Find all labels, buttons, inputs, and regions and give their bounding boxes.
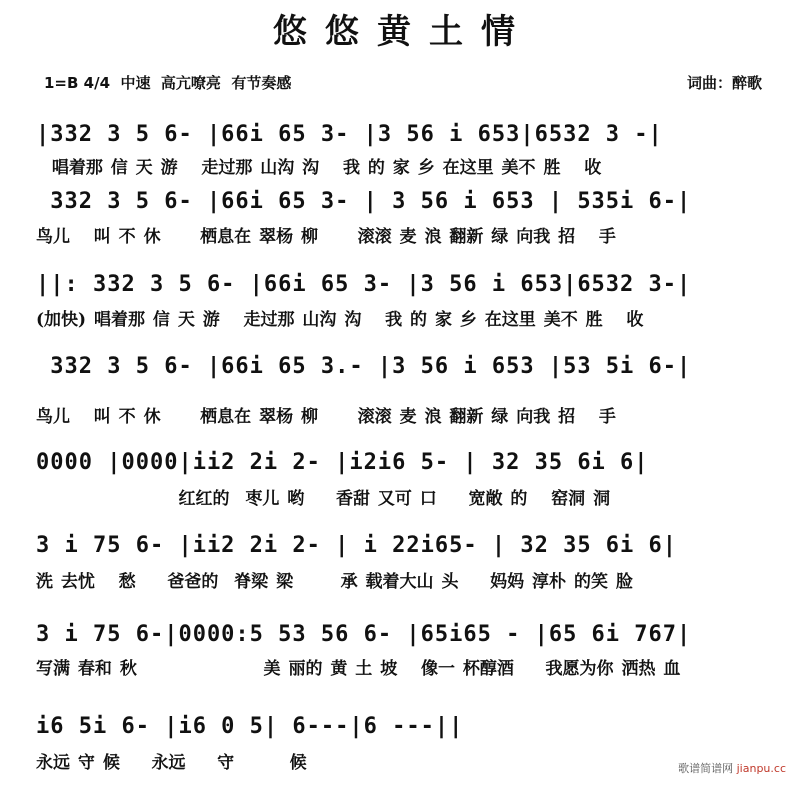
- notation-line-2: 332 3 5 6- |66i 65 3- | 3 56 i 653 | 535i 6-|: [36, 189, 692, 214]
- notation-line-6: 3 i 75 6- |ii2 2i 2- | i 22i65- | 32 35 6i 6|: [36, 533, 678, 558]
- lyric-line-6: 洗 去忧 愁 爸爸的 脊梁 梁 承 载着大山 头 妈妈 淳朴 的笑 脸: [36, 572, 633, 592]
- notation-line-5: 0000 |0000|ii2 2i 2- |i2i6 5- | 32 35 6i 6|: [36, 450, 649, 475]
- song-title: 悠悠黄土情: [273, 12, 533, 52]
- notation-line-8: i6 5i 6- |i6 0 5| 6---|6 ---||: [36, 714, 464, 739]
- lyric-line-5: 红红的 枣儿 哟 香甜 又可 口 宽敞 的 窑洞 洞: [36, 489, 611, 509]
- lyric-line-3: (加快) 唱着那 信 天 游 走过那 山沟 沟 我 的 家 乡 在这里 美不 胜 收: [36, 310, 644, 330]
- lyric-line-7: 写满 春和 秋 美 丽的 黄 土 坡 像一 杯醇酒 我愿为你 洒热 血: [36, 659, 681, 679]
- site-watermark: [678, 760, 786, 776]
- credits: 词曲：醉歌: [686, 74, 762, 92]
- watermark-site-name: 歌谱简谱网: [678, 762, 734, 775]
- lyric-line-8: 永远 守 候 永远 守 候: [36, 753, 307, 773]
- lyric-line-2: 鸟儿 叫 不 休 栖息在 翠杨 柳 滚滚 麦 浪 翻新 绿 向我 招 手: [36, 227, 616, 247]
- notation-line-3: ||: 332 3 5 6- |66i 65 3- |3 56 i 653|6532 3-|: [36, 272, 692, 297]
- key-and-mood: 1=B 4/4 中速 高亢嘹亮 有节奏感: [44, 74, 292, 92]
- lyric-line-1: 唱着那 信 天 游 走过那 山沟 沟 我 的 家 乡 在这里 美不 胜 收: [36, 158, 602, 178]
- lyric-line-4: 鸟儿 叫 不 休 栖息在 翠杨 柳 滚滚 麦 浪 翻新 绿 向我 招 手: [36, 407, 616, 427]
- notation-line-4: 332 3 5 6- |66i 65 3.- |3 56 i 653 |53 5i 6-|: [36, 354, 692, 379]
- watermark-url: jianpu.cc: [736, 762, 786, 775]
- notation-line-1: |332 3 5 6- |66i 65 3- |3 56 i 653|6532 3 -|: [36, 122, 663, 147]
- notation-line-7: 3 i 75 6-|0000:5 53 56 6- |65i65 - |65 6i 767|: [36, 622, 692, 647]
